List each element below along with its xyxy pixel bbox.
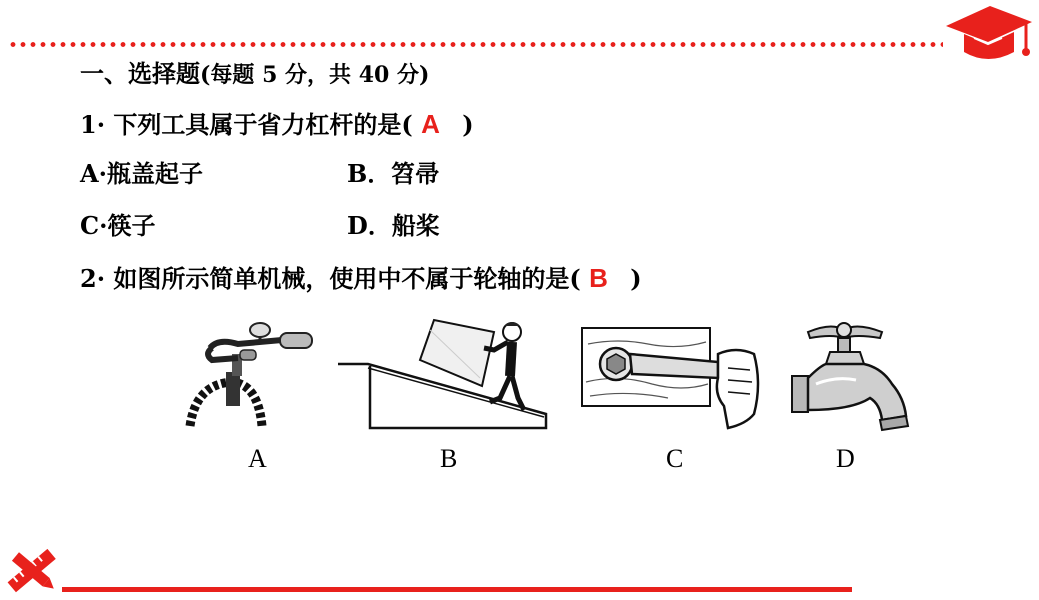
- wrench-image: [578, 324, 768, 434]
- question-1-close: ): [462, 110, 474, 139]
- option-a: [80, 159, 203, 189]
- option-a-text: 瓶盖起子: [106, 159, 203, 188]
- question-2-stem: 如图所示简单机械，使用中不属于轮轴的是(: [113, 264, 581, 293]
- option-b-label: B．: [347, 159, 392, 188]
- option-d-text: 船桨: [391, 211, 440, 240]
- option-c-text: 筷子: [107, 211, 156, 240]
- option-d-label: D．: [347, 211, 392, 240]
- section-title: 一、选择题: [80, 59, 200, 88]
- option-c: [80, 211, 155, 241]
- caption-a: A: [248, 444, 267, 473]
- caption-c: C: [666, 444, 684, 473]
- option-a-label: A·: [80, 159, 107, 188]
- question-1: [80, 109, 474, 140]
- question-2-answer: B: [589, 263, 608, 293]
- caption-d: D: [836, 444, 855, 473]
- option-b: [347, 159, 439, 189]
- question-1-stem: 下列工具属于省力杠杆的是(: [113, 110, 413, 139]
- option-b-text: 笤帚: [391, 159, 440, 188]
- section-heading: [80, 59, 429, 90]
- bicycle-handlebar-image: [182, 318, 322, 430]
- bottom-red-line: [62, 587, 852, 592]
- option-c-label: C·: [80, 211, 108, 240]
- graduation-cap-icon: [944, 2, 1034, 66]
- question-1-answer: A: [421, 109, 440, 139]
- question-2: [80, 263, 642, 294]
- option-d: [347, 211, 440, 241]
- pencil-ruler-icon: [2, 544, 62, 598]
- dotted-header-line: [8, 42, 943, 47]
- question-2-close: ): [630, 264, 642, 293]
- section-points: (每题 5 分，共 40 分): [200, 62, 430, 88]
- question-2-number: 2·: [80, 264, 106, 293]
- inclined-plane-image: [334, 318, 549, 430]
- caption-b: B: [440, 444, 458, 473]
- question-1-number: 1·: [80, 110, 106, 139]
- water-tap-image: [786, 318, 920, 432]
